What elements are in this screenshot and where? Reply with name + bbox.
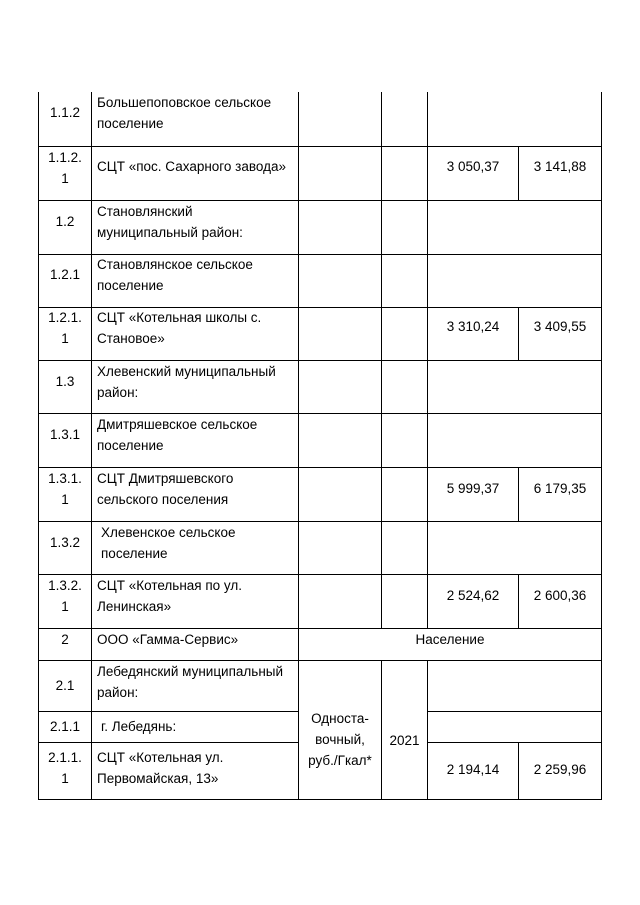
row-number: 1.3.1. 1 (48, 471, 82, 507)
tariff-value-1: 3 310,24 (446, 319, 500, 334)
row-border (38, 711, 298, 712)
table-right-border (601, 92, 602, 800)
row-name: СЦТ «Котельная школы с. Становое» (97, 310, 262, 346)
row-number: 1.3.2. 1 (48, 578, 82, 614)
row-number: 1.3.2 (49, 535, 81, 550)
column-border (298, 92, 299, 800)
row-name: Становлянский муниципальный район: (97, 204, 243, 240)
row-name: Хлевенское сельское поселение (101, 525, 236, 561)
row-name: Лебедянский муниципальный район: (97, 664, 284, 700)
row-border (427, 711, 602, 712)
row-number: 1.2 (55, 214, 75, 229)
tariff-value-1: 5 999,37 (446, 481, 500, 496)
consumer-group-label: Население (415, 632, 485, 647)
row-name: Дмитряшевское сельское поселение (97, 417, 258, 453)
row-name: СЦТ «Котельная по ул. Ленинская» (97, 578, 242, 614)
tariff-unit: Односта- вочный, руб./Гкал* (308, 711, 372, 768)
row-number: 1.2.1 (49, 267, 81, 282)
row-number: 2.1 (55, 678, 75, 693)
tariff-value-1: 3 050,37 (446, 159, 500, 174)
column-border (381, 92, 382, 628)
row-name: СЦТ «Котельная ул. Первомайская, 13» (97, 750, 224, 786)
tariff-year: 2021 (389, 733, 420, 748)
tariff-value-2: 6 179,35 (533, 481, 587, 496)
row-number: 1.2.1. 1 (48, 310, 82, 346)
tariff-value-2: 3 409,55 (533, 319, 587, 334)
row-name: СЦТ Дмитряшевского сельского поселения (97, 471, 234, 507)
tariff-value-2: 3 141,88 (533, 159, 587, 174)
row-border (427, 742, 602, 743)
tariff-value-1: 2 524,62 (446, 588, 500, 603)
row-border (38, 742, 298, 743)
row-name: Большепоповское сельское поселение (97, 95, 272, 131)
row-number: 1.3 (55, 374, 75, 389)
column-border (91, 92, 92, 800)
tariff-value-2: 2 259,96 (533, 762, 587, 777)
row-name: Хлевенский муниципальный район: (97, 364, 276, 400)
row-name: г. Лебедянь: (101, 719, 177, 734)
row-number: 1.3.1 (49, 427, 81, 442)
row-name: ООО «Гамма-Сервис» (97, 632, 239, 647)
row-number: 2.1.1 (49, 719, 81, 734)
row-name: СЦТ «пос. Сахарного завода» (97, 159, 287, 174)
row-number: 1.1.2 (49, 105, 81, 120)
tariff-value-2: 2 600,36 (533, 588, 587, 603)
row-number: 2.1.1. 1 (48, 750, 82, 786)
tariff-value-1: 2 194,14 (446, 762, 500, 777)
row-number: 1.1.2. 1 (48, 150, 82, 186)
row-name: Становлянское сельское поселение (97, 257, 253, 293)
row-number: 2 (61, 632, 69, 647)
